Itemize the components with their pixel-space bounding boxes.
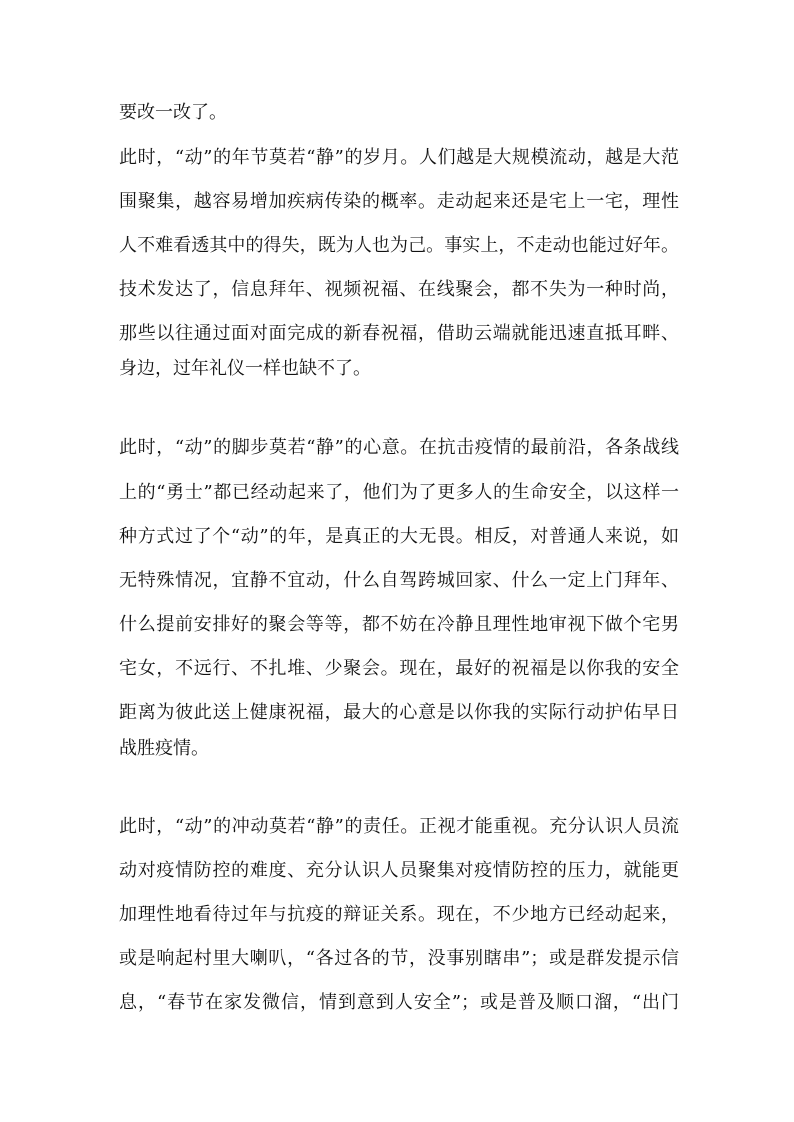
paragraph-2-line-4: 技术发达了，信息拜年、视频祝福、在线聚会，都不失为一种时尚，	[119, 279, 679, 300]
paragraph-3-line-2: 上的“勇士”都已经动起来了，他们为了更多人的生命安全，以这样一	[119, 482, 679, 503]
paragraph-3-line-6: 宅女，不远行、不扎堆、少聚会。现在，最好的祝福是以你我的安全	[119, 658, 679, 679]
paragraph-2-line-5: 那些以往通过面对面完成的新春祝福，借助云端就能迅速直抵耳畔、	[119, 323, 679, 344]
paragraph-4-line-3: 加理性地看待过年与抗疫的辩证关系。现在，不少地方已经动起来，	[119, 904, 679, 925]
paragraph-4-line-4: 或是响起村里大喇叭，“各过各的节，没事别瞎串”；或是群发提示信	[119, 948, 679, 969]
paragraph-1-line-1: 要改一改了。	[119, 102, 227, 123]
paragraph-2-line-3: 人不难看透其中的得失，既为人也为己。事实上，不走动也能过好年。	[119, 235, 679, 256]
paragraph-3-line-5: 什么提前安排好的聚会等等，都不妨在冷静且理性地审视下做个宅男	[119, 614, 679, 635]
paragraph-2-line-6: 身边，过年礼仪一样也缺不了。	[119, 358, 371, 379]
paragraph-3-line-4: 无特殊情况，宜静不宜动，什么自驾跨城回家、什么一定上门拜年、	[119, 570, 679, 591]
paragraph-4-line-2: 动对疫情防控的难度、充分认识人员聚集对疫情防控的压力，就能更	[119, 860, 679, 881]
paragraph-3-line-1: 此时，“动”的脚步莫若“静”的心意。在抗击疫情的最前沿，各条战线	[119, 437, 679, 458]
paragraph-2-line-1: 此时，“动”的年节莫若“静”的岁月。人们越是大规模流动，越是大范	[119, 147, 679, 168]
paragraph-3-line-7: 距离为彼此送上健康祝福，最大的心意是以你我的实际行动护佑早日	[119, 702, 679, 723]
paragraph-4-line-1: 此时，“动”的冲动莫若“静”的责任。正视才能重视。充分认识人员流	[119, 816, 679, 837]
paragraph-3-line-8: 战胜疫情。	[119, 738, 209, 759]
paragraph-3-line-3: 种方式过了个“动”的年，是真正的大无畏。相反，对普通人来说，如	[119, 526, 679, 547]
paragraph-4-line-5: 息，“春节在家发微信，情到意到人安全”；或是普及顺口溜，“出门	[119, 992, 679, 1013]
paragraph-2-line-2: 围聚集，越容易增加疾病传染的概率。走动起来还是宅上一宅，理性	[119, 191, 679, 212]
